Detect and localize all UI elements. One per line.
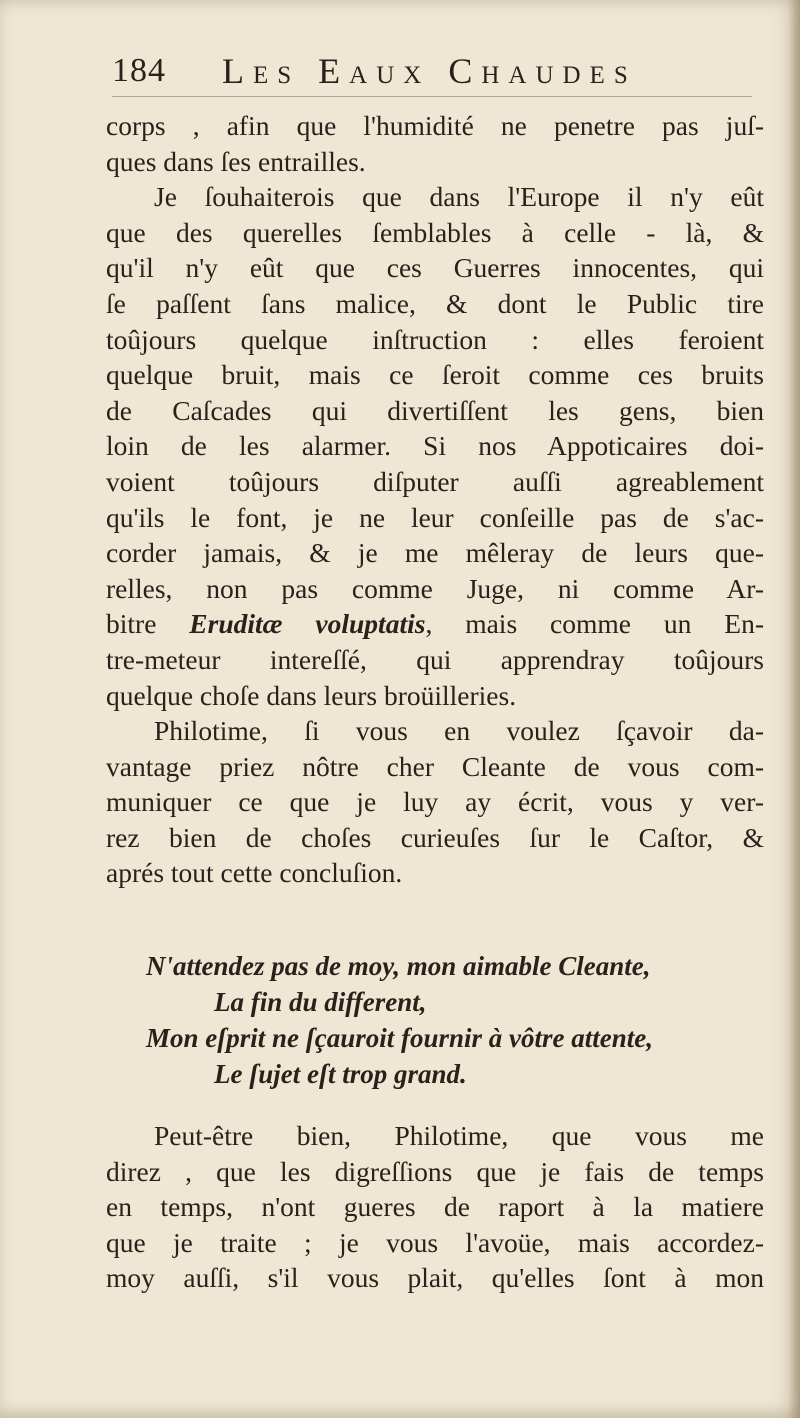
text-line: relles, non pas comme Juge, ni comme Ar- xyxy=(106,572,764,604)
text-line: toûjours quelque inſtruction : elles feroient xyxy=(106,323,764,355)
verse-stanza xyxy=(146,948,766,1092)
text-line: loin de les alarmer. Si nos Appoticaires doi- xyxy=(106,430,764,462)
text-line: ques dans ſes entrailles. xyxy=(106,145,366,177)
text-line: ſe paſſent ſans malice, & dont le Public tire xyxy=(106,287,764,319)
page-header xyxy=(112,52,752,97)
running-head: Les Eaux Chaudes xyxy=(222,51,637,91)
text-line: quelque choſe dans leurs broüilleries. xyxy=(106,679,517,711)
text-line: Philotime, ſi vous en voulez ſçavoir da- xyxy=(154,715,764,747)
verse-line: Mon eſprit ne ſçauroit fournir à vôtre attente, xyxy=(146,1023,654,1053)
paragraph-2 xyxy=(106,1118,764,1296)
text-line: Je ſouhaiterois que dans l'Europe il n'y eût xyxy=(154,181,764,213)
text-line: Peut-être bien, Philotime, que vous me xyxy=(154,1120,764,1151)
verse-line: N'attendez pas de moy, mon aimable Cleante, xyxy=(146,951,651,981)
text-line: quelque bruit, mais ce ſeroit comme ces bruits xyxy=(106,359,764,391)
verse-line: La fin du different, xyxy=(214,987,427,1017)
text-line: rez bien de choſes curieuſes ſur le Caſtor, & xyxy=(106,821,764,853)
text-line: vantage priez nôtre cher Cleante de vous com- xyxy=(106,750,764,782)
text-line: qu'ils le font, je ne leur conſeille pas de s'ac- xyxy=(106,501,764,533)
page-number: 184 xyxy=(112,52,166,89)
text-line: direz , que les digreſſions que je fais de temps xyxy=(106,1155,764,1187)
text-line: muniquer ce que je luy ay écrit, vous y ver- xyxy=(106,786,764,818)
verse-line: Le ſujet eſt trop grand. xyxy=(214,1059,467,1089)
text-line: qu'il n'y eût que ces Guerres innocentes, qui xyxy=(106,252,764,284)
text-line: corder jamais, & je me mêleray de leurs que- xyxy=(106,537,764,569)
text-line: voient toûjours diſputer auſſi agreablement xyxy=(106,465,764,497)
text-line: tre-meteur intereſſé, qui apprendray toûjours xyxy=(106,643,764,675)
text-line: moy auſſi, s'il vous plait, qu'elles ſont à mon xyxy=(106,1262,764,1294)
text-line: de Caſcades qui divertiſſent les gens, bien xyxy=(106,394,764,426)
text-line: aprés tout cette concluſion. xyxy=(106,857,403,889)
paragraph-1 xyxy=(106,108,764,891)
text-line: que je traite ; je vous l'avoüe, mais accordez- xyxy=(106,1226,764,1258)
text-line: que des querelles ſemblables à celle - là, & xyxy=(106,216,764,248)
text-fragment: bitre xyxy=(106,608,190,640)
text-line: en temps, n'ont gueres de raport à la matiere xyxy=(106,1191,764,1223)
latin-phrase: Eruditæ voluptatis xyxy=(189,608,426,640)
text-fragment: , mais comme un En- xyxy=(425,608,764,640)
text-line: corps , afin que l'humidité ne penetre pas juſ- xyxy=(106,110,764,141)
page-edge-shadow xyxy=(788,0,800,1418)
text-line-arbitre xyxy=(106,606,764,642)
